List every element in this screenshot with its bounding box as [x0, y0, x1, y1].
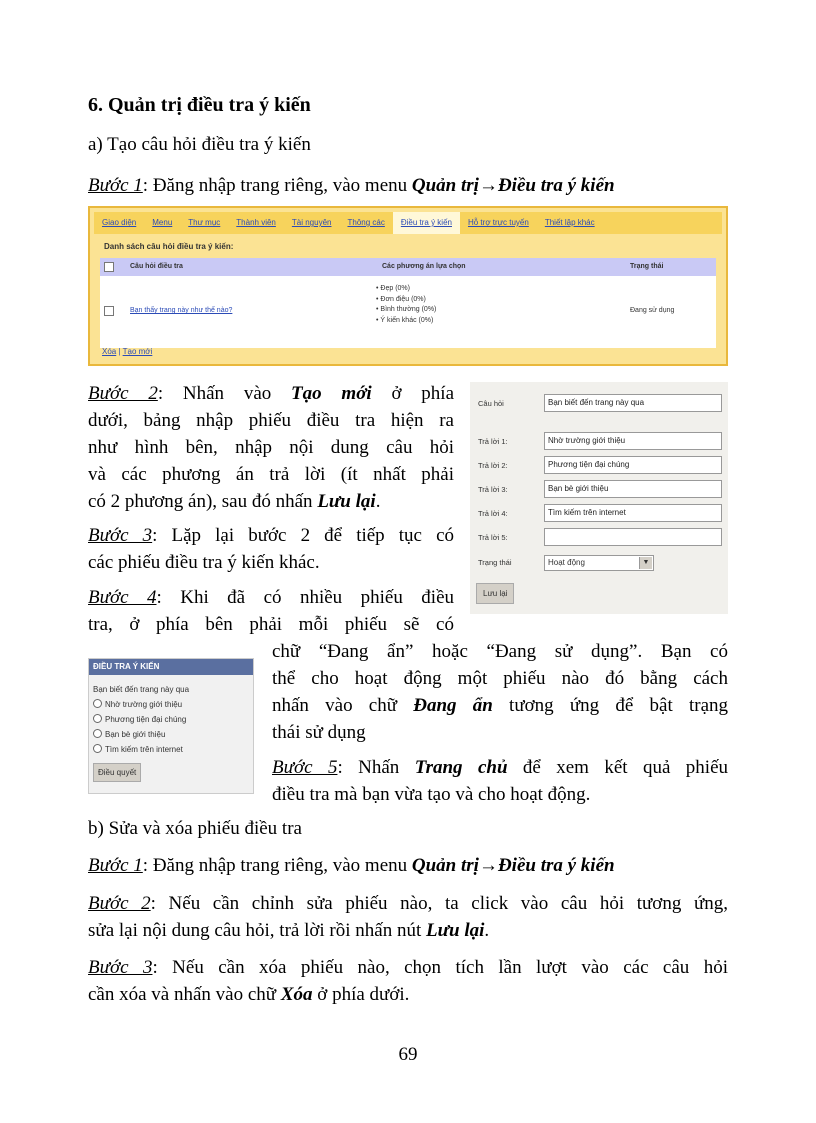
radio-icon[interactable] [93, 714, 102, 723]
answer-5-input[interactable] [544, 528, 722, 546]
poll-option[interactable]: Bạn bè giới thiệu [93, 729, 165, 739]
answer-label: Trả lời 5: [478, 533, 508, 542]
b-step1-paragraph: Bước 1: Đăng nhập trang riêng, vào menu Quản trị→Điều tra ý kiến [88, 855, 615, 876]
create-new-term: Tạo mới [291, 383, 372, 404]
step-label: Bước 1 [88, 855, 143, 876]
answer-label: Trả lời 4: [478, 509, 508, 518]
menu-item-ho-tro-truc-tuyen[interactable]: Hỗ trợ trực tuyến [467, 218, 529, 227]
poll-list-title: Danh sách câu hỏi điều tra ý kiến: [104, 242, 234, 251]
answer-4-input[interactable]: Tìm kiếm trên internet [544, 504, 722, 522]
menu-item-giao-dien[interactable]: Giao diện [102, 218, 137, 227]
table-row [100, 276, 716, 348]
step5-paragraph: Bước 5: Nhấn Trang chủ để xem kết quả phiếu điều tra mà bạn vừa tạo và cho hoạt động. [272, 757, 728, 805]
menu-item-thanh-vien[interactable]: Thành viên [236, 218, 276, 227]
answer-label: Trả lời 3: [478, 485, 508, 494]
menu-item-thu-muc[interactable]: Thư mục [188, 218, 221, 227]
column-status: Trạng thái [630, 263, 664, 270]
answer-1-input[interactable]: Nhờ trường giới thiệu [544, 432, 722, 450]
admin-menu-bar [94, 212, 722, 234]
step2-paragraph: Bước 2: Nhấn vào Tạo mới ở phía dưới, bảng nhập phiếu điều tra hiện ra như hình bên, nhập nội dung câu hỏi và các phương án trả lời (ít nhất phải có 2 phương án), sau đó nhấn Lưu lại. [88, 383, 455, 512]
question-label: Câu hỏi [478, 399, 504, 408]
section-heading: 6. Quản trị điều tra ý kiến [88, 94, 311, 116]
admin-poll-list-screenshot [88, 206, 728, 366]
subheading-b: b) Sửa và xóa phiếu điều tra [88, 818, 302, 839]
hidden-term: Đang ẩn [413, 695, 493, 716]
status-select-value: Hoạt động [548, 558, 585, 567]
step-text: : Đăng nhập trang riêng, vào menu [142, 175, 412, 196]
menu-path: Quản trị→Điều tra ý kiến [411, 175, 615, 196]
poll-option[interactable]: Nhờ trường giới thiệu [93, 699, 182, 709]
chevron-down-icon[interactable]: ▼ [639, 557, 652, 569]
radio-icon[interactable] [93, 729, 102, 738]
column-question: Câu hỏi điều tra [130, 263, 183, 270]
step-label: Bước 2 [88, 383, 158, 404]
poll-form-screenshot [470, 382, 728, 614]
menu-item-thiet-lap-khac[interactable]: Thiết lập khác [544, 218, 595, 227]
menu-item-thong-cac[interactable]: Thông các [347, 218, 385, 227]
save-term: Lưu lại [426, 920, 485, 941]
step3-paragraph: Bước 3: Lặp lại bước 2 để tiếp tục có các phiếu điều tra ý kiến khác. [88, 525, 455, 573]
step1-paragraph [88, 172, 615, 199]
b-step2-paragraph: Bước 2: Nếu cần chỉnh sửa phiếu nào, ta click vào câu hỏi tương ứng, sửa lại nội dung câu hỏi, trả lời rồi nhấn nút Lưu lại. [88, 893, 728, 941]
step4-paragraph-rest: chữ “Đang ẩn” hoặc “Đang sử dụng”. Bạn có thể cho hoạt động một phiếu nào đó bằng cách nhấn vào chữ Đang ẩn tương ứng để bật trạng thái sử dụng [272, 641, 729, 743]
answer-label: Trả lời 1: [478, 437, 508, 446]
row-status[interactable]: Đang sử dụng [630, 307, 675, 314]
menu-item-dieu-tra-y-kien[interactable]: Điều tra ý kiến [393, 212, 460, 234]
menu-item-menu[interactable]: Menu [152, 218, 173, 227]
row-checkbox[interactable] [104, 306, 114, 316]
poll-option[interactable]: Tìm kiếm trên internet [93, 744, 183, 754]
save-term: Lưu lại [317, 491, 376, 512]
poll-question: Bạn biết đến trang này qua [93, 685, 190, 694]
column-options: Các phương án lựa chọn [382, 263, 466, 270]
step-label: Bước 5 [272, 757, 338, 778]
poll-widget-header: ĐIỀU TRA Ý KIẾN [89, 659, 253, 675]
status-label: Trạng thái [478, 558, 512, 567]
home-term: Trang chủ [414, 757, 508, 778]
delete-term: Xóa [280, 984, 313, 1005]
delete-link[interactable]: Xóa [102, 347, 117, 356]
list-item: • Ý kiến khác (0%) [376, 316, 434, 324]
list-item: • Bình thường (0%) [376, 306, 437, 313]
vote-button[interactable]: Điều quyết [93, 763, 141, 782]
answer-label: Trả lời 2: [478, 461, 508, 470]
menu-path: Quản trị→Điều tra ý kiến [411, 855, 615, 876]
answer-2-input[interactable]: Phương tiện đại chúng [544, 456, 722, 474]
poll-option[interactable]: Phương tiện đại chúng [93, 714, 186, 724]
create-new-link[interactable]: Tạo mới [122, 347, 153, 356]
radio-icon[interactable] [93, 699, 102, 708]
radio-icon[interactable] [93, 744, 102, 753]
status-select[interactable] [544, 555, 654, 571]
step-label: Bước 1 [88, 175, 143, 196]
step-label: Bước 4 [88, 587, 157, 608]
list-item: • Đơn điệu (0%) [376, 295, 426, 303]
table-header [100, 258, 716, 276]
menu-item-tai-nguyen[interactable]: Tài nguyên [291, 218, 332, 227]
list-item: • Đẹp (0%) [376, 285, 410, 292]
subheading-a: a) Tạo câu hỏi điều tra ý kiến [88, 134, 311, 155]
step4-paragraph-start: Bước 4: Khi đã có nhiều phiếu điều tra, ở phía bên phải mỗi phiếu sẽ có [88, 587, 454, 635]
poll-widget-screenshot [88, 658, 254, 794]
row-question-link[interactable]: Bạn thấy trang này như thế nào? [130, 307, 233, 314]
answer-3-input[interactable]: Bạn bè giới thiệu [544, 480, 722, 498]
table-actions: Xóa | Tạo mới [102, 347, 153, 356]
question-input[interactable]: Bạn biết đến trang này qua [544, 394, 722, 412]
save-button[interactable]: Lưu lại [476, 583, 514, 604]
step-label: Bước 2 [88, 893, 151, 914]
select-all-checkbox[interactable] [104, 262, 114, 272]
page-number: 69 [398, 1044, 418, 1065]
step-label: Bước 3 [88, 957, 153, 978]
b-step3-paragraph: Bước 3: Nếu cần xóa phiếu nào, chọn tích lần lượt vào các câu hỏi cần xóa và nhấn vào chữ Xóa ở phía dưới. [88, 957, 728, 1005]
step-label: Bước 3 [88, 525, 153, 546]
row-options-list [376, 284, 436, 326]
